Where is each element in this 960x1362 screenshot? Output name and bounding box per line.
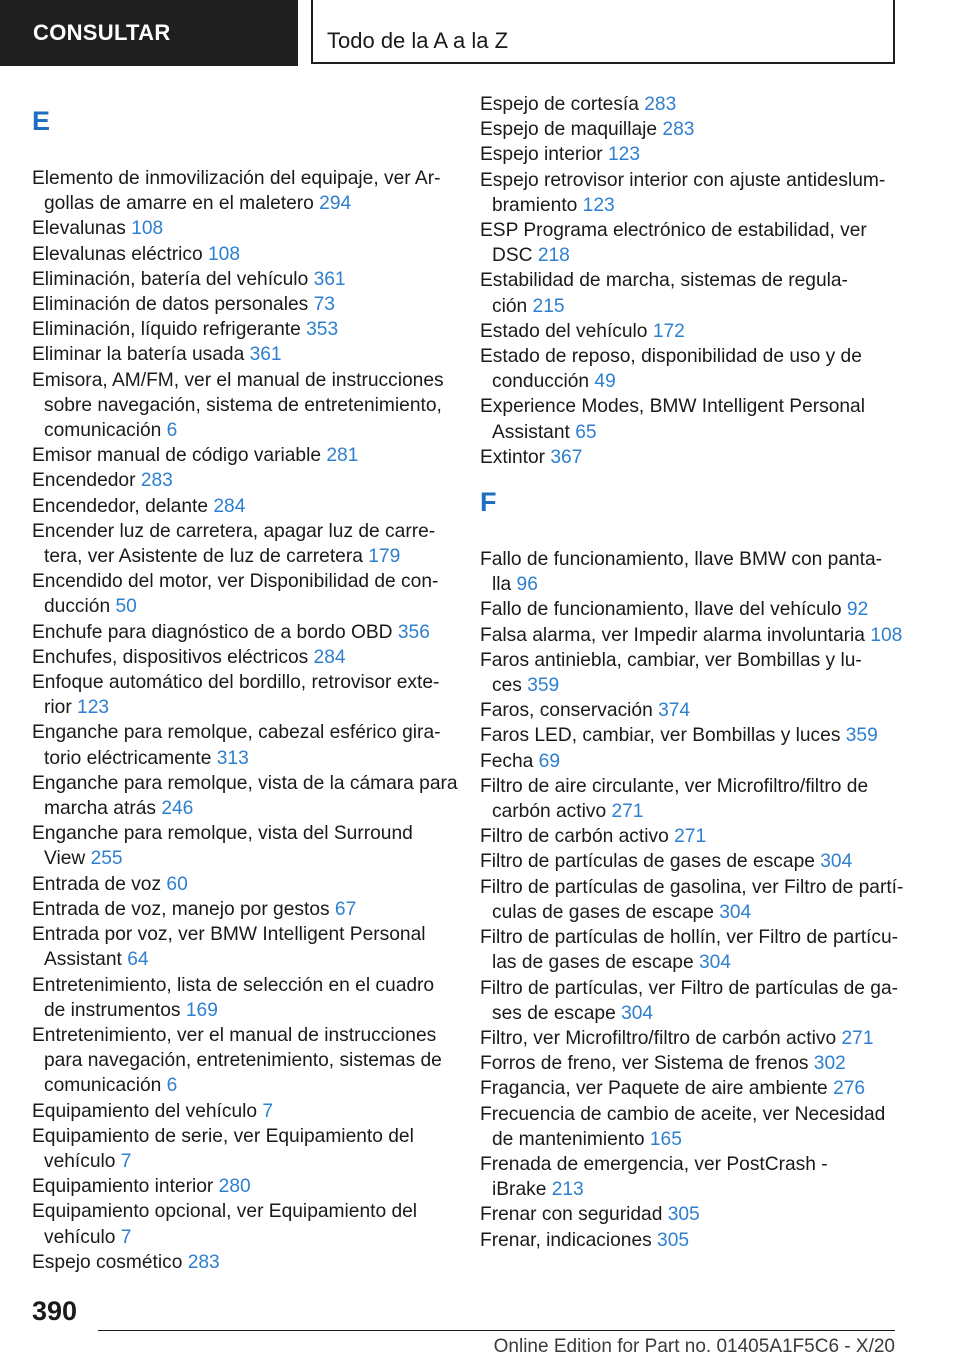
index-entry-text: Filtro de aire circulante, ver Microfiltro/filtro de xyxy=(480,775,869,797)
index-entry xyxy=(480,976,900,1026)
page-reference-link[interactable]: 60 xyxy=(166,873,188,895)
page-reference-link[interactable]: 67 xyxy=(334,898,357,920)
index-entry xyxy=(480,623,903,648)
index-entry xyxy=(32,922,452,972)
index-entry-text: Entrada de voz xyxy=(32,873,167,895)
index-entry-text: Estado de reposo, disponibilidad de uso y de xyxy=(480,346,862,368)
page-reference-link[interactable]: 359 xyxy=(527,675,560,697)
index-entry xyxy=(32,317,452,342)
page-reference-link[interactable]: 361 xyxy=(313,268,346,290)
page-reference-link[interactable]: 374 xyxy=(658,700,691,722)
page-reference-link[interactable]: 276 xyxy=(833,1078,866,1100)
index-entry-text: Encendedor, delante xyxy=(32,495,214,517)
index-entry-text: Filtro de partículas, ver Filtro de partículas de ga- xyxy=(480,977,899,999)
index-entry-text: Elemento de inmovilización del equipaje, ver Ar- xyxy=(32,168,441,189)
index-entry-text: Enganche para remolque, vista del Surround xyxy=(32,823,413,845)
page-reference-link[interactable]: 255 xyxy=(90,848,123,870)
index-entry xyxy=(480,445,900,470)
index-entry xyxy=(32,1124,452,1174)
page-reference-link[interactable]: 73 xyxy=(313,294,335,316)
index-entry xyxy=(32,494,452,519)
index-entry xyxy=(32,720,452,770)
page-reference-link[interactable]: 280 xyxy=(218,1176,251,1198)
index-entry xyxy=(480,849,900,874)
index-entry xyxy=(480,824,900,849)
page-reference-link[interactable]: 64 xyxy=(127,949,149,971)
index-letter-heading: E xyxy=(32,106,51,136)
page-reference-link[interactable]: 313 xyxy=(216,747,249,769)
index-entry-text: Filtro de partículas de gases de escape xyxy=(480,851,821,873)
index-entry-text: Eliminación de datos personales xyxy=(32,294,314,316)
index-entry-text: Espejo de cortesía xyxy=(480,94,645,115)
index-entry-text: carbón activo xyxy=(492,801,612,823)
index-entry-text: lla xyxy=(492,574,517,596)
index-entry-text: de instrumentos xyxy=(44,999,186,1021)
index-entry xyxy=(32,267,452,292)
index-entry-text: tera, ver Asistente de luz de carretera xyxy=(44,546,369,568)
index-entry xyxy=(32,292,452,317)
page-reference-link[interactable]: 359 xyxy=(845,725,878,747)
index-entry-text: Enganche para remolque, vista de la cámara para xyxy=(32,772,458,794)
index-entry xyxy=(32,771,458,821)
page-reference-link[interactable]: 356 xyxy=(397,621,430,643)
index-entry xyxy=(480,875,904,925)
index-entry-text: ducción xyxy=(44,596,116,618)
index-entry-text: Espejo interior xyxy=(480,144,608,166)
index-entry-text: Enganche para remolque, cabezal esférico gira- xyxy=(32,722,441,744)
index-entry-text: Filtro de partículas de hollín, ver Filtro de partícu- xyxy=(480,927,899,949)
index-entry-text: sobre navegación, sistema de entretenimiento, xyxy=(44,394,442,416)
index-entry-text: Fallo de funcionamiento, llave BMW con panta- xyxy=(480,549,883,571)
index-entry-text: Equipamiento del vehículo xyxy=(32,1100,263,1122)
page-reference-link[interactable]: 108 xyxy=(131,218,164,240)
index-entry xyxy=(480,1026,900,1051)
index-entry xyxy=(480,1102,900,1152)
page-reference-link[interactable]: 361 xyxy=(249,344,282,366)
index-entry xyxy=(480,1202,900,1227)
index-entry xyxy=(32,872,452,897)
index-entry-text: Faros LED, cambiar, ver Bombillas y luces xyxy=(480,725,846,747)
index-entry xyxy=(32,1099,452,1124)
index-entry-text: Equipamiento opcional, ver Equipamiento del xyxy=(32,1201,418,1223)
page-reference-link[interactable]: 284 xyxy=(213,495,246,517)
index-entry-text: ces xyxy=(492,675,528,697)
index-entry xyxy=(480,218,900,268)
page-reference-link[interactable]: 50 xyxy=(115,596,137,618)
index-entry xyxy=(32,342,452,367)
page-reference-link[interactable]: 304 xyxy=(698,952,731,974)
page-reference-link[interactable]: 271 xyxy=(611,801,644,823)
index-entry xyxy=(32,645,452,670)
index-entry-text: Elevalunas eléctrico xyxy=(32,243,208,265)
index-entry xyxy=(32,368,452,444)
page-reference-link[interactable]: 123 xyxy=(607,144,640,166)
page-reference-link[interactable]: 108 xyxy=(870,624,903,646)
index-entry-text: Entretenimiento, ver el manual de instrucciones xyxy=(32,1024,437,1046)
index-entry-text: vehículo xyxy=(44,1226,121,1248)
index-entry-text: ses de escape xyxy=(492,1002,622,1024)
footer-divider xyxy=(98,1330,895,1331)
index-entry-text: torio eléctricamente xyxy=(44,747,217,769)
index-entry-text: Frenar con seguridad xyxy=(480,1204,668,1226)
index-entry xyxy=(32,1174,452,1199)
index-entry-text: ción xyxy=(492,295,533,317)
page-reference-link[interactable]: 218 xyxy=(537,245,570,267)
index-entry-text: Assistant xyxy=(44,949,128,971)
index-entry-text: Encendedor xyxy=(32,470,141,492)
index-entry-text: Forros de freno, ver Sistema de frenos xyxy=(480,1053,814,1075)
index-entry xyxy=(32,242,452,267)
index-entry xyxy=(480,774,900,824)
page-reference-link[interactable]: 283 xyxy=(662,119,695,141)
index-entry-text: culas de gases de escape xyxy=(492,901,720,923)
page-reference-link[interactable]: 92 xyxy=(846,599,869,621)
page-reference-link[interactable]: 305 xyxy=(667,1204,700,1226)
index-entry-text: Frenada de emergencia, ver PostCrash - xyxy=(480,1153,828,1175)
index-entry-text: DSC xyxy=(492,245,538,267)
index-entry-text: Fallo de funcionamiento, llave del vehículo xyxy=(480,599,847,621)
index-entry xyxy=(480,1051,900,1076)
index-entry-text: Equipamiento de serie, ver Equipamiento del xyxy=(32,1125,414,1147)
page-reference-link[interactable]: 108 xyxy=(207,243,240,265)
index-entry xyxy=(480,597,900,622)
index-entry xyxy=(480,1228,900,1253)
index-entry xyxy=(480,268,900,318)
index-entry xyxy=(32,519,452,569)
index-entry-text: Emisora, AM/FM, ver el manual de instrucciones xyxy=(32,369,444,391)
page-reference-link[interactable]: 215 xyxy=(532,295,565,317)
index-entry-text: de mantenimiento xyxy=(492,1128,650,1150)
index-entry-text: Elevalunas xyxy=(32,218,132,240)
page-reference-link[interactable]: 271 xyxy=(674,826,707,848)
page-reference-link[interactable]: 65 xyxy=(575,421,597,443)
index-entry-text: rior xyxy=(44,697,78,719)
index-column-right xyxy=(480,92,904,1253)
index-entry xyxy=(32,670,452,720)
page-reference-link[interactable]: 304 xyxy=(719,901,752,923)
index-entry-text: comunicación xyxy=(44,420,167,442)
page-header xyxy=(0,0,960,66)
page-reference-link[interactable]: 213 xyxy=(551,1179,584,1201)
page-reference-link[interactable]: 304 xyxy=(621,1002,654,1024)
index-entry-text: Faros antiniebla, cambiar, ver Bombillas y lu- xyxy=(480,649,862,671)
index-entry xyxy=(480,698,900,723)
index-entry-text: Espejo cosmético xyxy=(32,1251,188,1273)
index-entry xyxy=(32,1199,452,1249)
page-reference-link[interactable]: 169 xyxy=(185,999,218,1021)
page-reference-link[interactable]: 7 xyxy=(120,1150,132,1172)
index-entry xyxy=(480,319,900,344)
index-column-left xyxy=(32,92,458,1275)
page-reference-link[interactable]: 367 xyxy=(550,446,583,468)
index-entry xyxy=(480,142,900,167)
index-entry xyxy=(32,468,452,493)
page-reference-link[interactable]: 294 xyxy=(319,193,352,215)
index-entry-text: Filtro, ver Microfiltro/filtro de carbón activo xyxy=(480,1027,842,1049)
index-entry xyxy=(480,344,900,394)
page-reference-link[interactable]: 284 xyxy=(313,646,346,668)
index-entry-text: Faros, conservación xyxy=(480,700,659,722)
index-entry-text: Encender luz de carretera, apagar luz de carre- xyxy=(32,520,436,542)
index-entry-text: gollas de amarre en el maletero xyxy=(44,193,320,215)
index-entry-text: Frecuencia de cambio de aceite, ver Necesidad xyxy=(480,1103,886,1125)
page-reference-link[interactable]: 283 xyxy=(140,470,173,492)
index-entry-text: Extintor xyxy=(480,446,551,468)
index-entry-text: las de gases de escape xyxy=(492,952,699,974)
index-entry-text: Estabilidad de marcha, sistemas de regula- xyxy=(480,270,848,292)
page-number: 390 xyxy=(32,1296,78,1326)
page-reference-link[interactable]: 246 xyxy=(161,798,194,820)
index-entry-text: Entretenimiento, lista de selección en el cuadro xyxy=(32,974,435,996)
index-entry-text: Falsa alarma, ver Impedir alarma involuntaria xyxy=(480,624,871,646)
index-letter-heading: F xyxy=(480,487,497,518)
page-reference-link[interactable]: 69 xyxy=(538,750,561,772)
index-entry-text: Encendido del motor, ver Disponibilidad de con- xyxy=(32,571,439,593)
edition-note: Online Edition for Part no. 01405A1F5C6 - X/20 xyxy=(493,1336,895,1357)
index-entry-text: Entrada por voz, ver BMW Intelligent Personal xyxy=(32,924,426,946)
index-entry-text: Emisor manual de código variable xyxy=(32,445,327,467)
index-entry-text: Enchufe para diagnóstico de a bordo OBD xyxy=(32,621,398,643)
index-entry-text: Equipamiento interior xyxy=(32,1176,219,1198)
index-entry-text: View xyxy=(44,848,91,870)
page-reference-link[interactable]: 123 xyxy=(582,194,615,216)
index-entry xyxy=(32,821,452,871)
index-entry xyxy=(480,925,900,975)
page-reference-link[interactable]: 7 xyxy=(262,1100,274,1122)
index-entry xyxy=(32,973,452,1023)
index-entry xyxy=(480,723,900,748)
index-entry xyxy=(32,443,452,468)
page-reference-link[interactable]: 165 xyxy=(649,1128,682,1150)
index-entry-text: para navegación, entretenimiento, sistemas de xyxy=(44,1050,442,1072)
index-entry xyxy=(32,1250,452,1275)
index-entry xyxy=(32,620,452,645)
index-entry-text: Assistant xyxy=(492,421,576,443)
index-entry xyxy=(32,897,452,922)
index-entry xyxy=(480,1076,900,1101)
index-entry-text: Enfoque automático del bordillo, retrovisor exte- xyxy=(32,672,440,694)
index-entry xyxy=(480,749,900,774)
index-entry xyxy=(480,117,900,142)
index-entry xyxy=(32,166,452,216)
index-entry xyxy=(480,648,900,698)
index-entry-text: Filtro de carbón activo xyxy=(480,826,675,848)
index-entry xyxy=(480,168,900,218)
index-entry-text: Enchufes, dispositivos eléctricos xyxy=(32,646,314,668)
page-reference-link[interactable]: 302 xyxy=(813,1053,846,1075)
page-reference-link[interactable]: 6 xyxy=(166,1075,178,1097)
index-entry xyxy=(32,1023,452,1099)
index-entry-text: comunicación xyxy=(44,1075,167,1097)
page-reference-link[interactable]: 6 xyxy=(166,420,178,442)
index-entry xyxy=(480,92,900,117)
page-reference-link[interactable]: 283 xyxy=(187,1251,220,1273)
page-reference-link[interactable]: 49 xyxy=(594,371,616,393)
index-entry-text: Espejo retrovisor interior con ajuste antideslum- xyxy=(480,169,886,191)
index-entry xyxy=(32,216,452,241)
index-entry xyxy=(480,1152,900,1202)
page-reference-link[interactable]: 7 xyxy=(120,1226,132,1248)
page-reference-link[interactable]: 271 xyxy=(841,1027,874,1049)
page-reference-link[interactable]: 353 xyxy=(306,319,339,341)
index-entry xyxy=(480,547,900,597)
section-tab[interactable]: CONSULTAR xyxy=(0,0,298,66)
subsection-tab[interactable]: Todo de la A a la Z xyxy=(311,0,895,64)
index-entry-text: Filtro de partículas de gasolina, ver Filtro de partí- xyxy=(480,876,904,898)
page-reference-link[interactable]: 172 xyxy=(652,320,685,342)
page-reference-link[interactable]: 96 xyxy=(516,574,538,596)
index-entry-text: Eliminación, líquido refrigerante xyxy=(32,319,307,341)
index-entry-text: Fecha xyxy=(480,750,539,772)
page-reference-link[interactable]: 123 xyxy=(77,697,110,719)
index-entry-text: Eliminar la batería usada xyxy=(32,344,250,366)
page-reference-link[interactable]: 281 xyxy=(326,445,359,467)
index-entry xyxy=(32,569,452,619)
index-entry-text: Fragancia, ver Paquete de aire ambiente xyxy=(480,1078,834,1100)
index-entry-text: Entrada de voz, manejo por gestos xyxy=(32,898,335,920)
index-entry-text: marcha atrás xyxy=(44,798,162,820)
page-reference-link[interactable]: 283 xyxy=(644,94,677,115)
index-entry-text: Experience Modes, BMW Intelligent Personal xyxy=(480,396,865,418)
index-entry-text: Frenar, indicaciones xyxy=(480,1229,658,1251)
page-reference-link[interactable]: 179 xyxy=(368,546,401,568)
index-entry-text: iBrake xyxy=(492,1179,552,1201)
index-entry xyxy=(480,394,900,444)
page-reference-link[interactable]: 305 xyxy=(657,1229,690,1251)
index-entry-text: ESP Programa electrónico de estabilidad, ver xyxy=(480,220,867,242)
page-reference-link[interactable]: 304 xyxy=(820,851,853,873)
index-entry-text: bramiento xyxy=(492,194,583,216)
index-entry-text: Eliminación, batería del vehículo xyxy=(32,268,314,290)
index-entry-text: Estado del vehículo xyxy=(480,320,653,342)
index-entry-text: vehículo xyxy=(44,1150,121,1172)
index-entry-text: conducción xyxy=(492,371,595,393)
index-entry-text: Espejo de maquillaje xyxy=(480,119,663,141)
